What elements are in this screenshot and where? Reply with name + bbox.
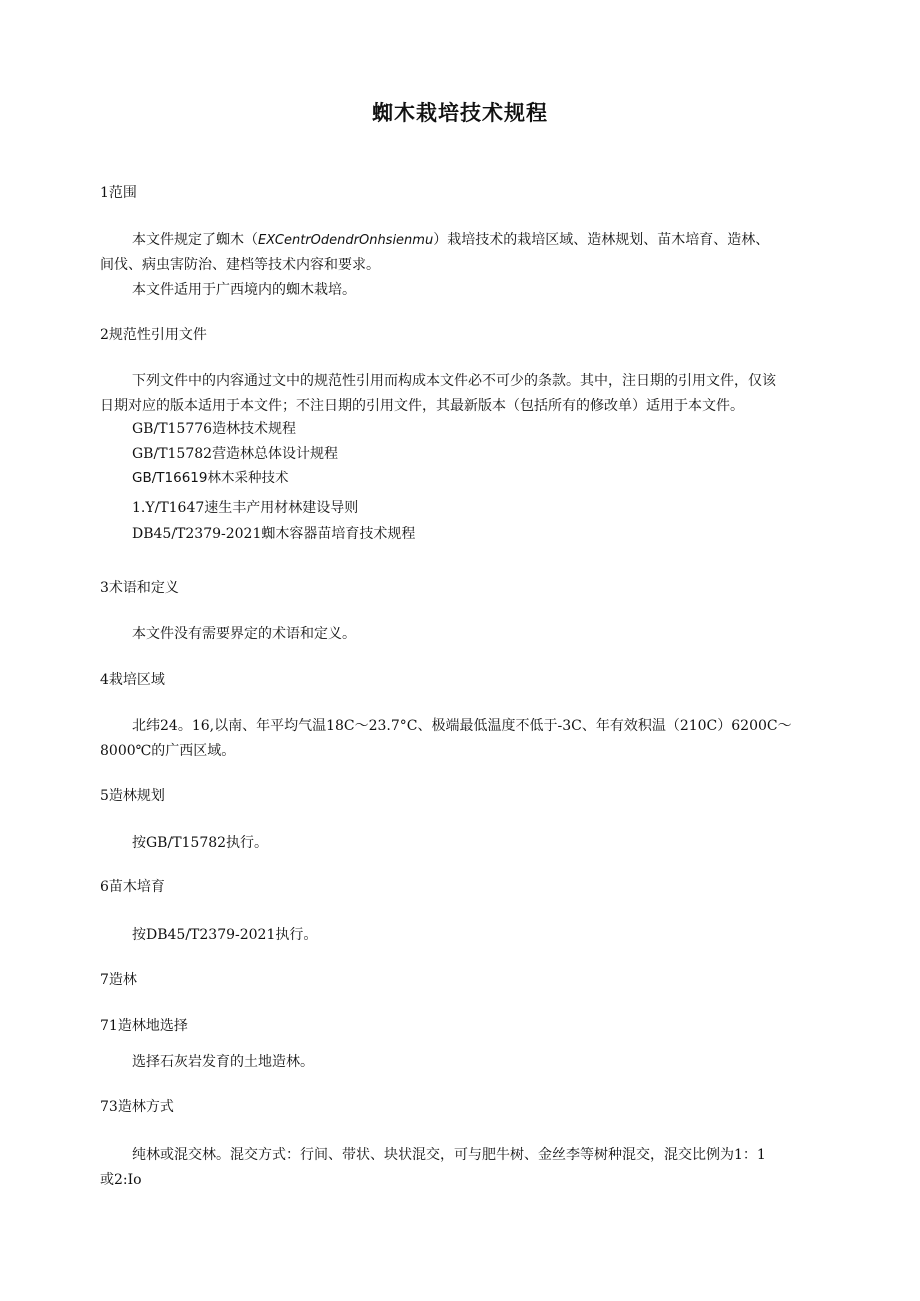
scope-applicability: 本文件适用于广西境内的蜘木栽培。: [132, 282, 356, 298]
scope-paragraph-line-2: 间伐、病虫害防治、建档等技术内容和要求。: [100, 257, 380, 273]
seedling-paragraph: 按DB45/T2379-2021执行。: [132, 927, 318, 943]
subsection-heading-afforestation-method: 73造林方式: [100, 1099, 174, 1115]
reference-item: GB/T15776造林技术规程: [132, 421, 297, 437]
reference-item: DB45/T2379-2021蜘木容器苗培育技术规程: [132, 526, 416, 542]
region-paragraph-line-2: 8000℃的广西区域。: [100, 743, 236, 759]
method-paragraph-line-2: 或2:Io: [100, 1172, 142, 1188]
document-title: 蜘木栽培技术规程: [372, 101, 548, 125]
scope-text-b: ）栽培技术的栽培区域、造林规划、苗木培育、造林、: [433, 232, 770, 248]
method-paragraph-line-1: 纯林或混交林。混交方式：行间、带状、块状混交，可与肥牛树、金丝李等树种混交，混交比例为1：1: [132, 1147, 766, 1163]
section-heading-terms: 3术语和定义: [100, 580, 179, 596]
planning-paragraph: 按GB/T15782执行。: [132, 835, 269, 851]
scientific-name: EXCentrOdendrOnhsienmu: [258, 233, 434, 248]
section-heading-afforestation: 7造林: [100, 972, 137, 988]
section-heading-cultivation-region: 4栽培区域: [100, 672, 165, 688]
subsection-heading-site-selection: 71造林地选择: [100, 1018, 188, 1034]
section-heading-seedling-cultivation: 6苗木培育: [100, 879, 165, 895]
section-heading-scope: 1范围: [100, 185, 137, 201]
reference-item: GB/T16619林木采种技术: [132, 470, 289, 486]
section-heading-normative-references: 2规范性引用文件: [100, 327, 207, 343]
terms-paragraph: 本文件没有需要界定的术语和定义。: [132, 626, 356, 642]
references-paragraph-line-2: 日期对应的版本适用于本文件；不注日期的引用文件，其最新版本（包括所有的修改单）适用于本文件。: [100, 398, 744, 414]
site-selection-paragraph: 选择石灰岩发育的土地造林。: [132, 1054, 314, 1070]
scope-text-a: 本文件规定了蜘木（: [132, 232, 258, 248]
scope-paragraph-line-1: [132, 230, 769, 251]
reference-item: GB/T15782营造林总体设计规程: [132, 446, 339, 462]
region-paragraph-line-1: 北纬24。16,以南、年平均气温18C～23.7°C、极端最低温度不低于-3C、年有效积温（210C）6200C～: [132, 718, 792, 734]
reference-item: 1.Y/T1647速生丰产用材林建设导则: [132, 500, 359, 516]
section-heading-afforestation-planning: 5造林规划: [100, 788, 165, 804]
references-paragraph-line-1: 下列文件中的内容通过文中的规范性引用而构成本文件必不可少的条款。其中，注日期的引用文件，仅该: [132, 373, 776, 389]
